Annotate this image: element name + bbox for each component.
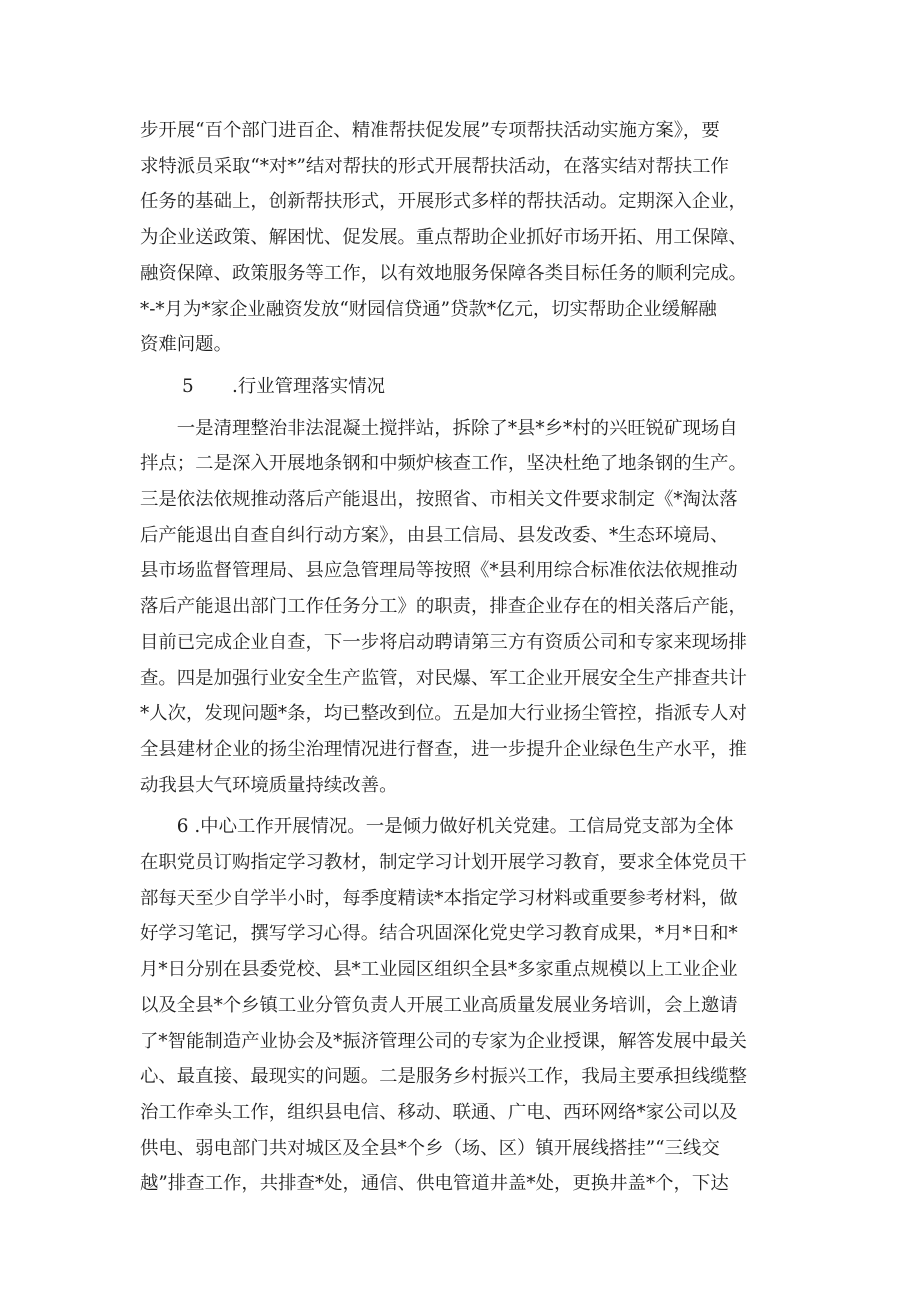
- text-line: 月*日分别在县委党校、县*工业园区组织全县*多家重点规模以上工业企业: [140, 959, 738, 981]
- text-line: 6 .中心工作开展情况。一是倾力做好机关党建。工信局党支部为全体: [140, 816, 734, 838]
- text-line: 好学习笔记，撰写学习心得。结合巩固深化党史学习教育成果，*月*日和*: [140, 923, 738, 945]
- text-line: 目前已完成企业自查，下一步将启动聘请第三方有资质公司和专家来现场排: [140, 631, 747, 653]
- text-line: 融资保障、政策服务等工作，以有效地服务保障各类目标任务的顺利完成。: [140, 262, 747, 284]
- text-line: 步开展“百个部门进百企、精准帮扶促发展”专项帮扶活动实施方案》，要: [140, 120, 720, 141]
- text-line: 以及全县*个乡镇工业分管负责人开展工业高质量发展业务培训，会上邀请: [140, 994, 738, 1016]
- text-line: 越”排查工作，共排查*处，通信、供电管道井盖*处，更换井盖*个，下达: [140, 1173, 729, 1195]
- text-line: 落后产能退出部门工作任务分工》的职责，排查企业存在的相关落后产能，: [140, 596, 747, 618]
- paragraph-assistance-activities: [140, 113, 792, 363]
- text-line: *-*月为*家企业融资发放“财园信贷通”贷款*亿元，切实帮助企业缓解融: [140, 298, 717, 320]
- document-page: [140, 113, 792, 1202]
- section-number: 5: [182, 375, 194, 397]
- text-line: 在职党员订购指定学习教材，制定学习计划开展学习教育，要求全体党员干: [140, 852, 747, 874]
- text-line: 任务的基础上，创新帮扶形式，开展形式多样的帮扶活动。定期深入企业，: [140, 191, 747, 213]
- text-line: 动我县大气环境质量持续改善。: [140, 774, 398, 796]
- text-line: 治工作牵头工作，组织县电信、移动、联通、广电、西环网络*家公司以及: [140, 1101, 738, 1123]
- text-line: 三是依法依规推动落后产能退出，按照省、市相关文件要求制定《*淘汰落: [140, 489, 738, 511]
- text-line: 部每天至少自学半小时，每季度精读*本指定学习材料或重要参考材料，做: [140, 887, 738, 909]
- text-line: 了*智能制造产业协会及*振济管理公司的专家为企业授课，解答发展中最关: [140, 1030, 747, 1052]
- paragraph-central-work: [140, 809, 792, 1202]
- section-heading-5: [140, 369, 792, 405]
- text-line: 后产能退出自查自纠行动方案》，由县工信局、县发改委、*生态环境局、: [140, 524, 729, 546]
- paragraph-industry-management: [140, 411, 792, 804]
- text-line: 心、最直接、最现实的问题。二是服务乡村振兴工作，我局主要承担线缆整: [140, 1066, 747, 1088]
- text-line: 查。四是加强行业安全生产监管，对民爆、军工企业开展安全生产排查共计: [140, 667, 747, 689]
- text-line: 为企业送政策、解困忧、促发展。重点帮助企业抓好市场开拓、用工保障、: [140, 227, 747, 249]
- text-line: 资难问题。: [140, 334, 232, 356]
- section-title: .行业管理落实情况: [232, 375, 385, 397]
- text-line: 拌点；二是深入开展地条钢和中频炉核查工作，坚决杜绝了地条钢的生产。: [140, 453, 747, 475]
- text-line: 求特派员采取“*对*”结对帮扶的形式开展帮扶活动，在落实结对帮扶工作: [140, 155, 729, 177]
- text-line: 供电、弱电部门共对城区及全县*个乡（场、区）镇开展线搭挂”“三线交: [140, 1137, 720, 1159]
- text-line: 县市场监督管理局、县应急管理局等按照《*县利用综合标准依法依规推动: [140, 560, 738, 582]
- text-line: 一是清理整治非法混凝土搅拌站，拆除了*县*乡*村的兴旺锐矿现场自: [140, 417, 738, 439]
- text-line: 全县建材企业的扬尘治理情况进行督查，进一步提升企业绿色生产水平，推: [140, 738, 747, 760]
- text-line: *人次，发现问题*条，均已整改到位。五是加大行业扬尘管控，指派专人对: [140, 703, 747, 725]
